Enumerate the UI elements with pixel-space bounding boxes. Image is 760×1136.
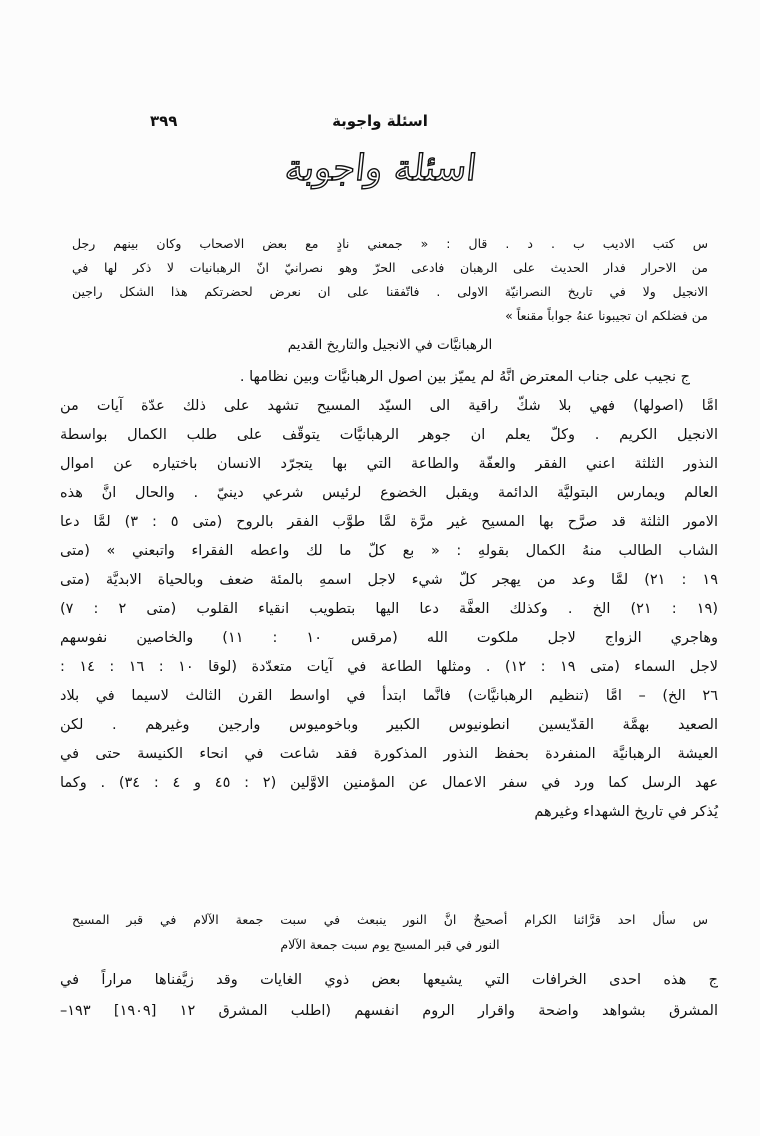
question-line: الانجيل ولا في تاريخ النصرانيّة الاولى . فاتّفقنا على ان نعرض لحضرتكم هذا الشكل راجين <box>72 284 708 299</box>
answer-line: ج هذه احدى الخرافات التي يشيعها بعض ذوي الغايات وقد زيَّفناها مراراً في <box>60 972 718 988</box>
ornate-section-title: اسئلة واجوبة <box>283 148 479 189</box>
question-line: من فضلكم ان تجيبونا عنهُ جواباً مقنعاً » <box>505 308 708 323</box>
question-line: س سأل احد قرَّائنا الكرام أصحيحٌ انَّ النور ينبعث في سبت جمعة الآلام في قبر المسيح <box>72 912 708 927</box>
page-number: ٣٩٩ <box>150 112 178 130</box>
answer-line: امَّا (اصولها) فهي بلا شكّ راقية الى السيّد المسيح تشهد على ذلك عدّة آيات من <box>60 398 718 414</box>
subheading: النور في قبر المسيح يوم سبت جمعة الآلام <box>280 937 500 952</box>
running-title: اسئلة واجوبة <box>332 112 428 130</box>
answer-line: (١٩ : ٢١) الخ . وكذلك العفَّة دعا اليها بتطويب انقياء القلوب (متى ٢ : ٧) <box>60 601 718 617</box>
answer-line: الامور الثلثة قد صرَّح بها المسيح غير مرَّة لمَّا طوَّب الفقر بالروح (متى ٥ : ٣) لمَّا دعا <box>60 514 719 530</box>
question-line: من الاحرار فدار الحديث على الرهبان فادعى الحرّ وهو نصرانيّ انّ الرهبانيات لا ذكر لها في <box>72 260 708 275</box>
answer-line: ج نجيب على جناب المعترض انَّهُ لم يميّز بين اصول الرهبانيَّات وبين نظامها . <box>239 369 690 385</box>
answer-line: ١٩ : ٢١) لمَّا وعد من يهجر كلّ شيء لاجل اسمهِ بالمئة ضعف وبالحياة الابديَّة (متى <box>60 572 718 588</box>
subheading: الرهبانيَّات في الانجيل والتاريخ القديم <box>287 337 493 353</box>
answer-line: عهد الرسل كما ورد في سفر الاعمال عن المؤمنين الاوَّلين (٢ : ٤٥ و ٤ : ٣٤) . وكما <box>60 775 718 791</box>
answer-line: العالم ويمارس البتوليَّة الدائمة ويقبل الخضوع لرئيس شرعي دينيّ . والحال انَّ هذه <box>60 485 718 501</box>
answer-line: الانجيل الكريم . وكلّ يعلم ان جوهر الرهبانيَّات يتوقّف على طلب الكمال بواسطة <box>60 427 718 443</box>
answer-line: يُذكر في تاريخ الشهداء وغيرهم <box>534 804 718 820</box>
answer-line: لاجل السماء (متى ١٩ : ١٢) . ومثلها الطاعة في آيات متعدّدة (لوقا ١٠ : ١٦ : ١٤ : <box>60 659 718 675</box>
answer-line: النذور الثلثة اعني الفقر والعفّة والطاعة التي بها يتجرّد الانسان باختياره عن اموال <box>60 456 718 472</box>
answer-line: وهاجري الزواج لاجل ملكوت الله (مرقس ١٠ : ١١) والخاصين نفوسهم <box>60 630 718 646</box>
answer-line: الشاب الطالب منهُ الكمال بقولهِ : « بع كلّ ما لك واعطه الفقراء واتبعني » (متى <box>60 543 718 559</box>
answer-line: العيشة الرهبانيَّة المنفردة بحفظ النذور المذكورة فقد شاعت في انحاء الكنيسة حتى في <box>60 746 718 762</box>
answer-line: ٢٦ الخ) – امَّا (تنظيم الرهبانيَّات) فانَّما ابتدأ في اواسط القرن الثالث لاسيما في بلاد <box>60 688 718 704</box>
question-line: س كتب الاديب ب . د . قال : « جمعني نادٍ مع بعض الاصحاب وكان بينهم رجل <box>72 236 708 251</box>
answer-line: الصعيد بهمَّة القدّيسين انطونيوس الكبير وباخوميوس وارجين وغيرهم . لكن <box>60 717 718 733</box>
answer-line: المشرق بشواهد واضحة واقرار الروم انفسهم (اطلب المشرق ١٢ [١٩٠٩] ١٩٣– <box>60 1003 718 1019</box>
